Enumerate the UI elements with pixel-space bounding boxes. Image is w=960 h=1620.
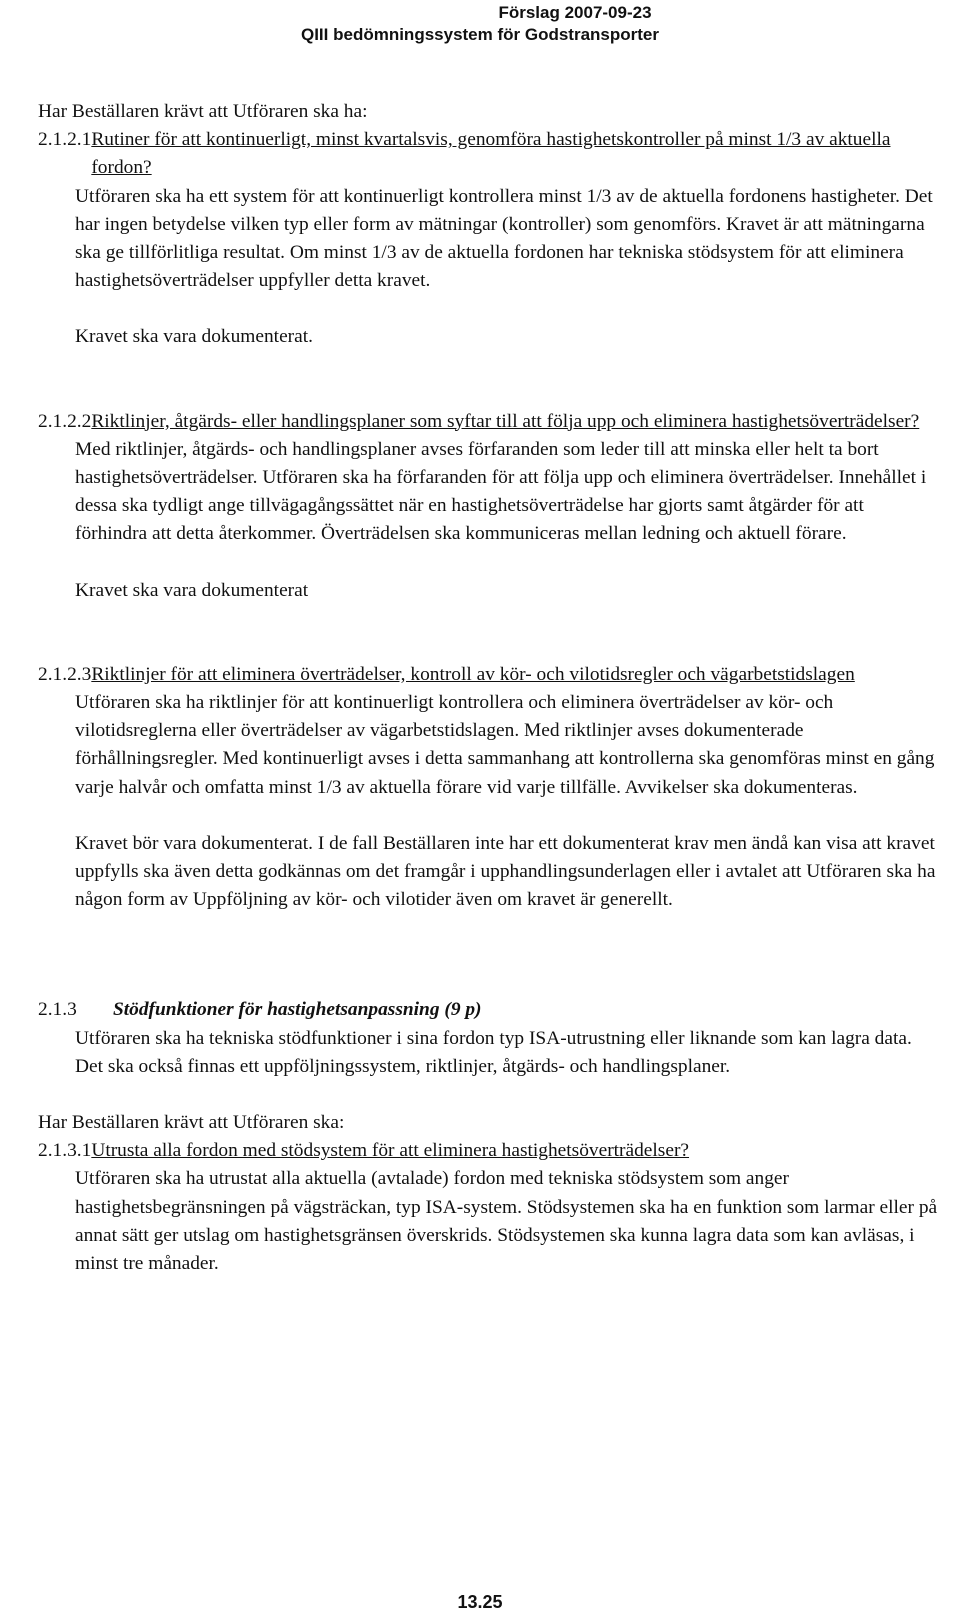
documentation-note: Kravet bör vara dokumenterat. I de fall Beställaren inte har ett dokumenterat krav men ändå kan visa att kravet uppfylls ska även detta godkännas om det framgår i upphandlingsunderlagen eller i avtalet att Utföraren ska ha någon form av Uppföljning av kör- och vilotider även om kravet är generellt.	[75, 832, 936, 911]
requirement-2-1-2-1	[38, 126, 938, 182]
requirement-number: 2.1.3.1	[38, 1140, 92, 1162]
section-intro: Har Beställaren krävt att Utföraren ska:	[38, 1112, 345, 1134]
requirement-number: 2.1.2.2	[38, 410, 92, 432]
requirement-title: Utrusta alla fordon med stödsystem för att eliminera hastighetsöverträdelser?	[91, 1140, 690, 1162]
requirement-body: Utföraren ska ha ett system för att kontinuerligt kontrollera minst 1/3 av de aktuella fordonens hastigheter. Det har ingen betydelse vilken typ eller form av mätningar (kontroller) som genomförs. Kravet är att mätningarna ska ge tillförlitliga resultat. Om minst 1/3 av de aktuella fordonen har tekniska stödsystem för att eliminera hastighetsöverträdelser uppfyller detta kravet.	[75, 185, 933, 292]
requirement-number: 2.1.2.1	[38, 129, 92, 151]
page-number: 13.25	[457, 1592, 503, 1612]
section-2-1-3	[38, 996, 938, 1024]
section-body: Utföraren ska ha tekniska stödfunktioner i sina fordon typ ISA-utrustning eller liknande som kan lagra data. Det ska också finnas ett uppföljningssystem, riktlinjer, åtgärds- och handlingsplaner.	[75, 1027, 912, 1077]
header-title: QIII bedömningssystem för Godstransporter	[300, 25, 659, 44]
section-title: Stödfunktioner för hastighetsanpassning (9 p)	[113, 999, 482, 1021]
section-number: 2.1.3	[38, 999, 77, 1021]
header-date: Förslag 2007-09-23	[498, 3, 652, 22]
requirement-body: Utföraren ska ha utrustat alla aktuella (avtalade) fordon med tekniska stödsystem som anger hastighetsbegränsningen på vägsträckan, typ ISA-system. Stödsystemen ska ha en funktion som larmar eller på annat sätt ger utslag om hastighetsgränsen överskrids. Stödsystemen ska kunna lagra data som kan avläsas, i minst tre månader.	[75, 1168, 938, 1275]
documentation-note: Kravet ska vara dokumenterat.	[75, 326, 313, 348]
requirement-2-1-2-3	[38, 661, 938, 689]
requirement-body: Utföraren ska ha riktlinjer för att kontinuerligt kontrollera och eliminera överträdelser av kör- och vilotidsreglerna eller överträdelser av vägarbetstidslagen. Med riktlinjer avses dokumenterade förhållningsregler. Med kontinuerligt avses i detta sammanhang att kontrollerna ska genomföras minst en gång varje halvår och omfatta minst 1/3 av aktuella förare vid varje tillfälle. Avvikelser ska dokumenteras.	[75, 692, 935, 798]
requirement-number: 2.1.2.3	[38, 663, 92, 685]
requirement-body: Med riktlinjer, åtgärds- och handlingsplaner avses förfaranden som leder till att minska eller helt ta bort hastighetsöverträdelser. Utföraren ska ha förfaranden för att följa upp och eliminera överträdelser. Innehållet i dessa ska tydligt ange tillvägagångssättet när en hastighetsöverträdelse har gjorts samt åtgärder för att förhindra att detta återkommer. Överträdelsen ska kommuniceras mellan ledning och aktuell förare.	[75, 438, 927, 545]
document-body	[38, 98, 938, 1278]
requirement-title: Rutiner för att kontinuerligt, minst kvartalsvis, genomföra hastighetskontroller på minst 1/3 av aktuella fordon?	[91, 129, 891, 179]
requirement-title: Riktlinjer för att eliminera överträdelser, kontroll av kör- och vilotidsregler och vägarbetstidslagen	[91, 663, 855, 685]
page-header	[0, 2, 960, 46]
requirement-2-1-2-2	[38, 408, 938, 436]
documentation-note: Kravet ska vara dokumenterat	[75, 579, 309, 601]
section-intro: Har Beställaren krävt att Utföraren ska ha:	[38, 101, 368, 122]
requirement-title: Riktlinjer, åtgärds- eller handlingsplaner som syftar till att följa upp och eliminera hastighetsöverträdelser?	[91, 410, 920, 432]
requirement-2-1-3-1	[38, 1137, 938, 1165]
